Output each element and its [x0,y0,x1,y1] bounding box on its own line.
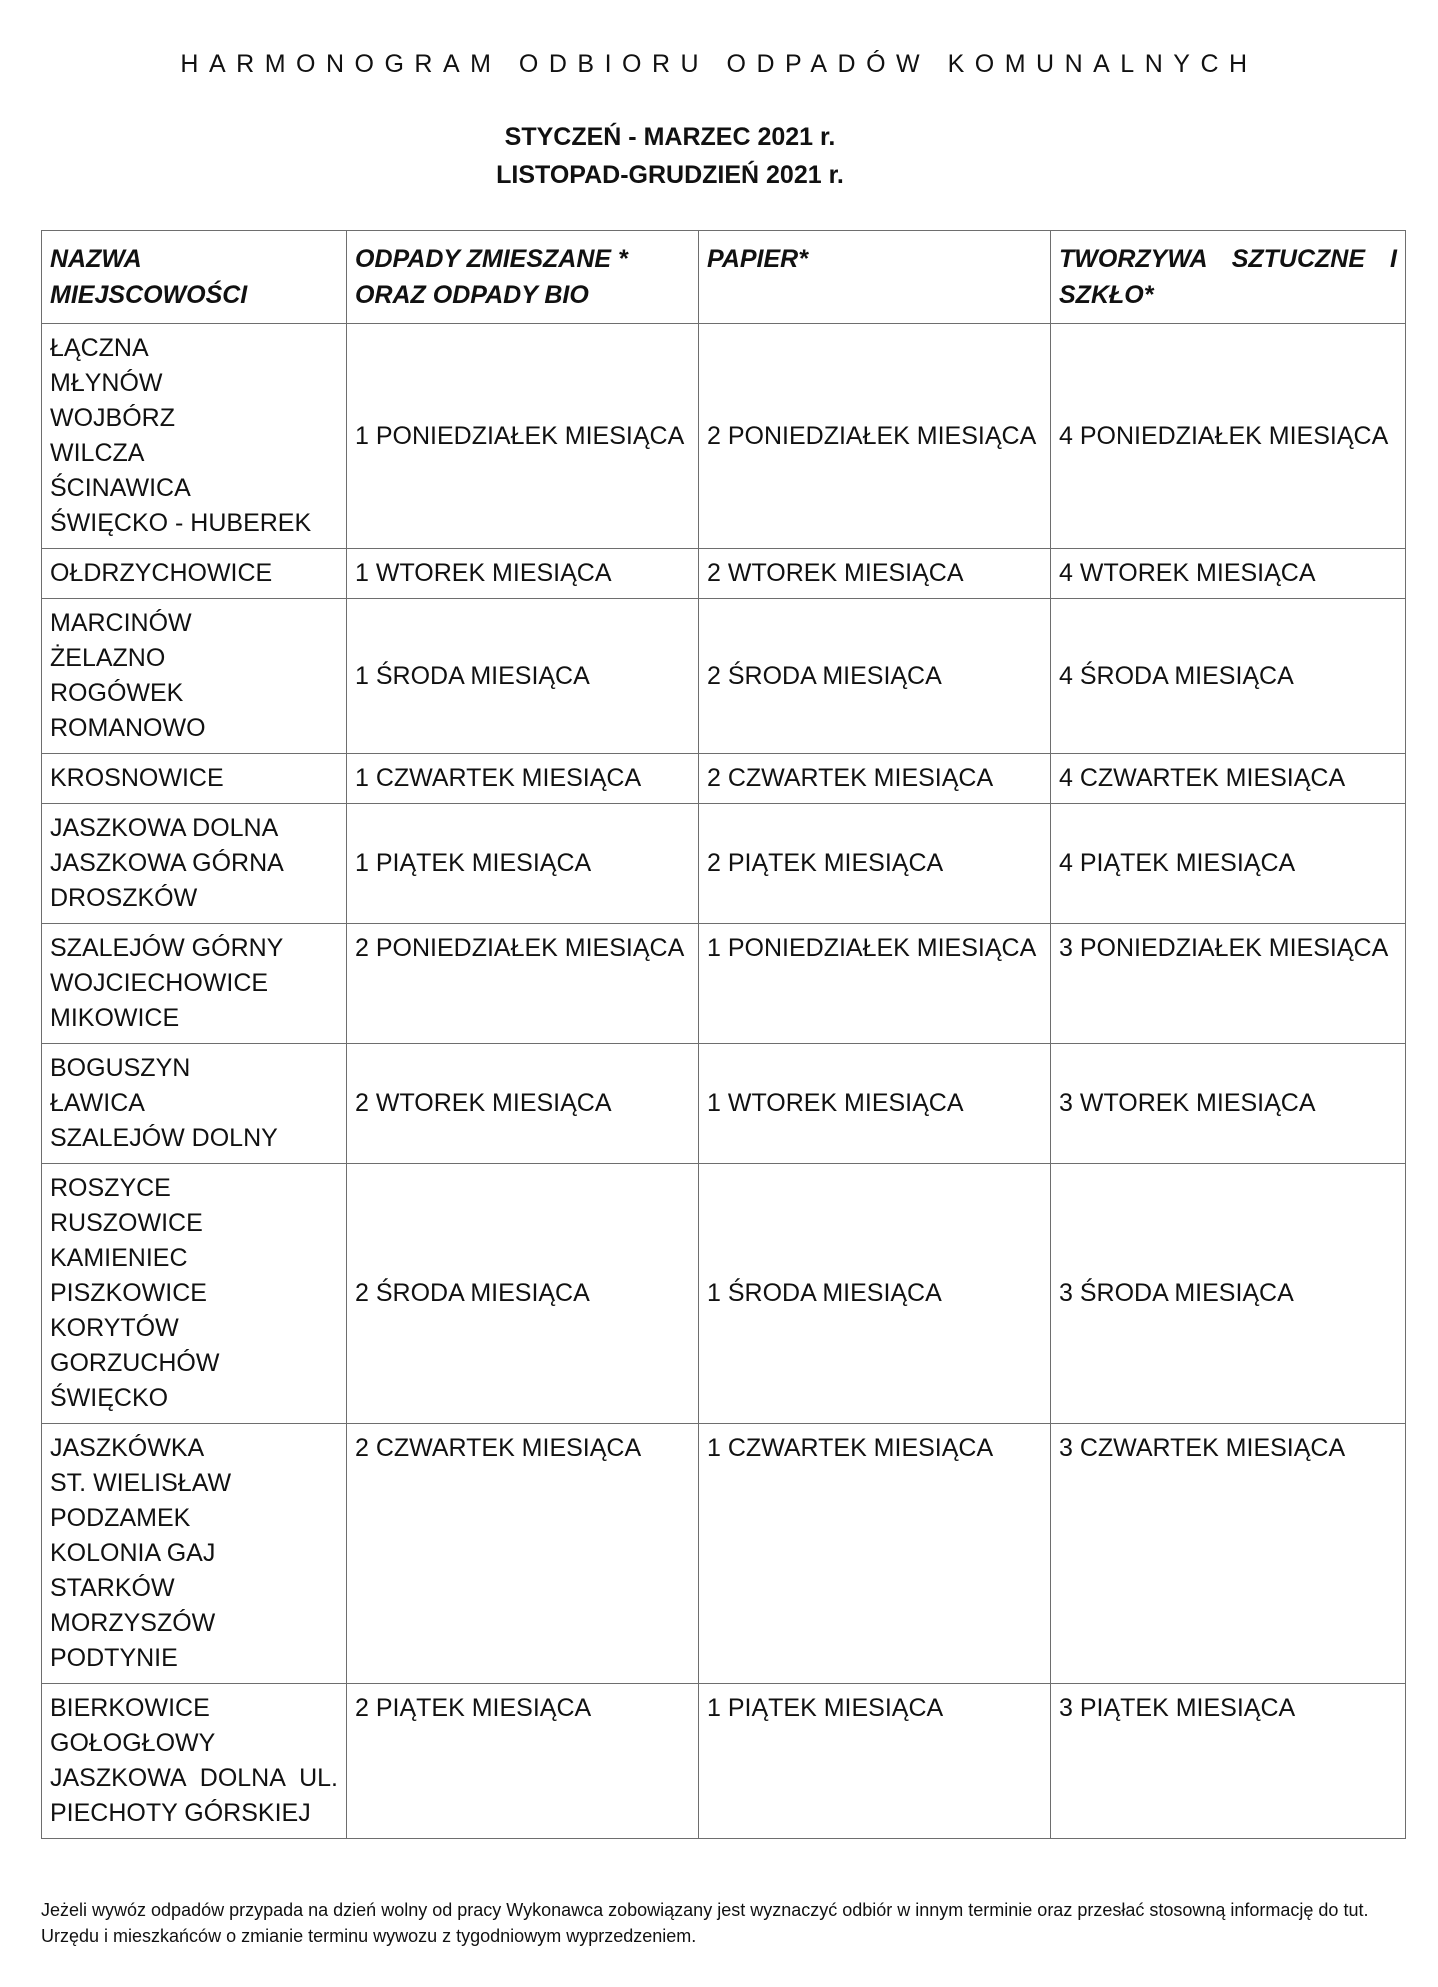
locality-name: WOJCIECHOWICE [50,969,269,997]
cell-locality [42,1044,347,1164]
collection-day: 3 WTOREK MIESIĄCA [1059,1089,1316,1117]
cell-plastic-glass [1051,599,1406,754]
locality-name: OŁDRZYCHOWICE [50,559,273,587]
table-row [42,924,1406,1044]
cell-locality [42,1164,347,1424]
cell-mixed-bio [347,324,699,549]
locality-name: PODZAMEK [50,1504,191,1532]
cell-plastic-glass [1051,754,1406,804]
locality-name: BOGUSZYN [50,1054,191,1082]
cell-paper [699,324,1051,549]
cell-mixed-bio [347,754,699,804]
cell-locality [42,1684,347,1839]
period-line-2: LISTOPAD-GRUDZIEŃ 2021 r. [496,161,844,189]
locality-name: ROMANOWO [50,714,206,742]
cell-plastic-glass [1051,1164,1406,1424]
table-header [42,231,1406,324]
locality-name: JASZKOWA GÓRNA [50,849,284,877]
collection-day: 4 PONIEDZIAŁEK MIESIĄCA [1059,421,1389,450]
cell-paper [699,754,1051,804]
locality-name: KORYTÓW [50,1314,179,1342]
table-row [42,324,1406,549]
collection-day: 4 ŚRODA MIESIĄCA [1059,661,1294,690]
collection-day: 1 WTOREK MIESIĄCA [355,559,612,587]
table-row [42,1044,1406,1164]
table-body [42,324,1406,1839]
column-header-locality: NAZWA MIEJSCOWOŚCI [42,231,347,324]
locality-name: SZALEJÓW DOLNY [50,1124,278,1152]
collection-day: 2 WTOREK MIESIĄCA [355,1089,612,1117]
locality-name: PISZKOWICE [50,1279,207,1307]
collection-day: 4 PIĄTEK MIESIĄCA [1059,849,1296,877]
header-row [42,231,1406,324]
table-row [42,804,1406,924]
cell-locality [42,924,347,1044]
cell-mixed-bio [347,924,699,1044]
table-row [42,1424,1406,1684]
cell-plastic-glass [1051,1424,1406,1684]
locality-name: WILCZA [50,439,145,467]
cell-locality [42,754,347,804]
locality-name: ŚCINAWICA [50,474,191,502]
cell-mixed-bio [347,1044,699,1164]
collection-day: 4 CZWARTEK MIESIĄCA [1059,764,1346,792]
cell-plastic-glass [1051,1044,1406,1164]
collection-day: 2 PIĄTEK MIESIĄCA [707,849,944,877]
locality-name: JASZKÓWKA [50,1434,205,1462]
cell-paper [699,1044,1051,1164]
locality-name: STARKÓW [50,1574,175,1602]
cell-plastic-glass [1051,804,1406,924]
locality-name: ST. WIELISŁAW [50,1469,232,1497]
cell-paper [699,1164,1051,1424]
cell-mixed-bio [347,804,699,924]
collection-day: 4 WTOREK MIESIĄCA [1059,559,1316,587]
collection-day: 2 PIĄTEK MIESIĄCA [355,1694,592,1722]
collection-day: 3 PIĄTEK MIESIĄCA [1059,1694,1296,1722]
locality-name: GOŁOGŁOWY [50,1729,216,1757]
cell-mixed-bio [347,549,699,599]
period-line-1: STYCZEŃ - MARZEC 2021 r. [504,123,836,151]
cell-plastic-glass [1051,1684,1406,1839]
cell-mixed-bio [347,1164,699,1424]
collection-day: 3 ŚRODA MIESIĄCA [1059,1279,1294,1307]
collection-day: 2 CZWARTEK MIESIĄCA [707,764,994,792]
locality-name: ROSZYCE [50,1174,171,1202]
cell-mixed-bio [347,1424,699,1684]
cell-mixed-bio [347,1684,699,1839]
locality-name: ROGÓWEK [50,679,184,707]
collection-day: 2 ŚRODA MIESIĄCA [707,661,942,690]
locality-name: KROSNOWICE [50,764,224,792]
collection-day: 3 PONIEDZIAŁEK MIESIĄCA [1059,934,1389,962]
locality-name: WOJBÓRZ [50,404,175,432]
locality-name: GORZUCHÓW [50,1349,220,1377]
locality-name: KOLONIA GAJ [50,1539,216,1567]
locality-name: MARCINÓW [50,609,192,637]
column-header-mixed-bio: ODPADY ZMIESZANE * ORAZ ODPADY BIO [347,231,699,324]
document-title: HARMONOGRAM ODBIORU ODPADÓW KOMUNALNYCH [180,50,1258,78]
collection-schedule-table [41,230,1406,1839]
locality-name: MORZYSZÓW [50,1609,216,1637]
collection-day: 1 PONIEDZIAŁEK MIESIĄCA [355,421,685,450]
cell-plastic-glass [1051,549,1406,599]
locality-name: DROSZKÓW [50,884,198,912]
locality-name: JASZKOWA DOLNA [50,814,279,842]
cell-paper [699,599,1051,754]
table-row [42,599,1406,754]
cell-paper [699,1684,1051,1839]
table-row [42,754,1406,804]
collection-day: 1 PIĄTEK MIESIĄCA [355,849,592,877]
column-header-plastic-glass: TWORZYWA SZTUCZNE I SZKŁO* [1051,231,1406,324]
cell-paper [699,924,1051,1044]
collection-day: 1 ŚRODA MIESIĄCA [707,1279,942,1307]
column-header-paper: PAPIER* [699,231,1051,324]
cell-locality [42,324,347,549]
collection-day: 2 PONIEDZIAŁEK MIESIĄCA [355,934,685,962]
collection-day: 1 ŚRODA MIESIĄCA [355,661,590,690]
cell-paper [699,549,1051,599]
cell-mixed-bio [347,599,699,754]
collection-day: 2 WTOREK MIESIĄCA [707,559,964,587]
collection-day: 3 CZWARTEK MIESIĄCA [1059,1434,1346,1462]
locality-name: ŚWIĘCKO - HUBEREK [50,509,312,537]
cell-locality [42,549,347,599]
locality-name: PODTYNIE [50,1644,178,1672]
table-row [42,549,1406,599]
footnote: Jeżeli wywóz odpadów przypada na dzień wolny od pracy Wykonawca zobowiązany jest wyznaczyć odbiór w innym terminie oraz przesłać stosowną informację do tut. Urzędu i mieszkańców o zmianie terminu wywozu z tygodniowym wyprzedzeniem. [41,1900,1369,1946]
cell-locality [42,599,347,754]
locality-name: ŻELAZNO [50,644,166,672]
cell-plastic-glass [1051,924,1406,1044]
locality-name: MŁYNÓW [50,369,163,397]
collection-day: 2 ŚRODA MIESIĄCA [355,1279,590,1307]
locality-name: KAMIENIEC [50,1244,188,1272]
table-row [42,1684,1406,1839]
locality-name: ŁĄCZNA [50,334,149,362]
collection-day: 1 PONIEDZIAŁEK MIESIĄCA [707,934,1037,962]
locality-name: JASZKOWA DOLNA UL. PIECHOTY GÓRSKIEJ [50,1764,338,1827]
locality-name: SZALEJÓW GÓRNY [50,934,284,962]
cell-paper [699,804,1051,924]
cell-plastic-glass [1051,324,1406,549]
cell-paper [699,1424,1051,1684]
collection-day: 1 PIĄTEK MIESIĄCA [707,1694,944,1722]
collection-day: 1 CZWARTEK MIESIĄCA [355,764,642,792]
locality-name: RUSZOWICE [50,1209,203,1237]
locality-name: ŁAWICA [50,1089,145,1117]
collection-day: 1 WTOREK MIESIĄCA [707,1089,964,1117]
cell-locality [42,1424,347,1684]
cell-locality [42,804,347,924]
locality-name: ŚWIĘCKO [50,1384,169,1412]
collection-day: 1 CZWARTEK MIESIĄCA [707,1434,994,1462]
locality-name: BIERKOWICE [50,1694,210,1722]
locality-name: MIKOWICE [50,1004,180,1032]
table-row [42,1164,1406,1424]
collection-day: 2 PONIEDZIAŁEK MIESIĄCA [707,421,1037,450]
collection-day: 2 CZWARTEK MIESIĄCA [355,1434,642,1462]
